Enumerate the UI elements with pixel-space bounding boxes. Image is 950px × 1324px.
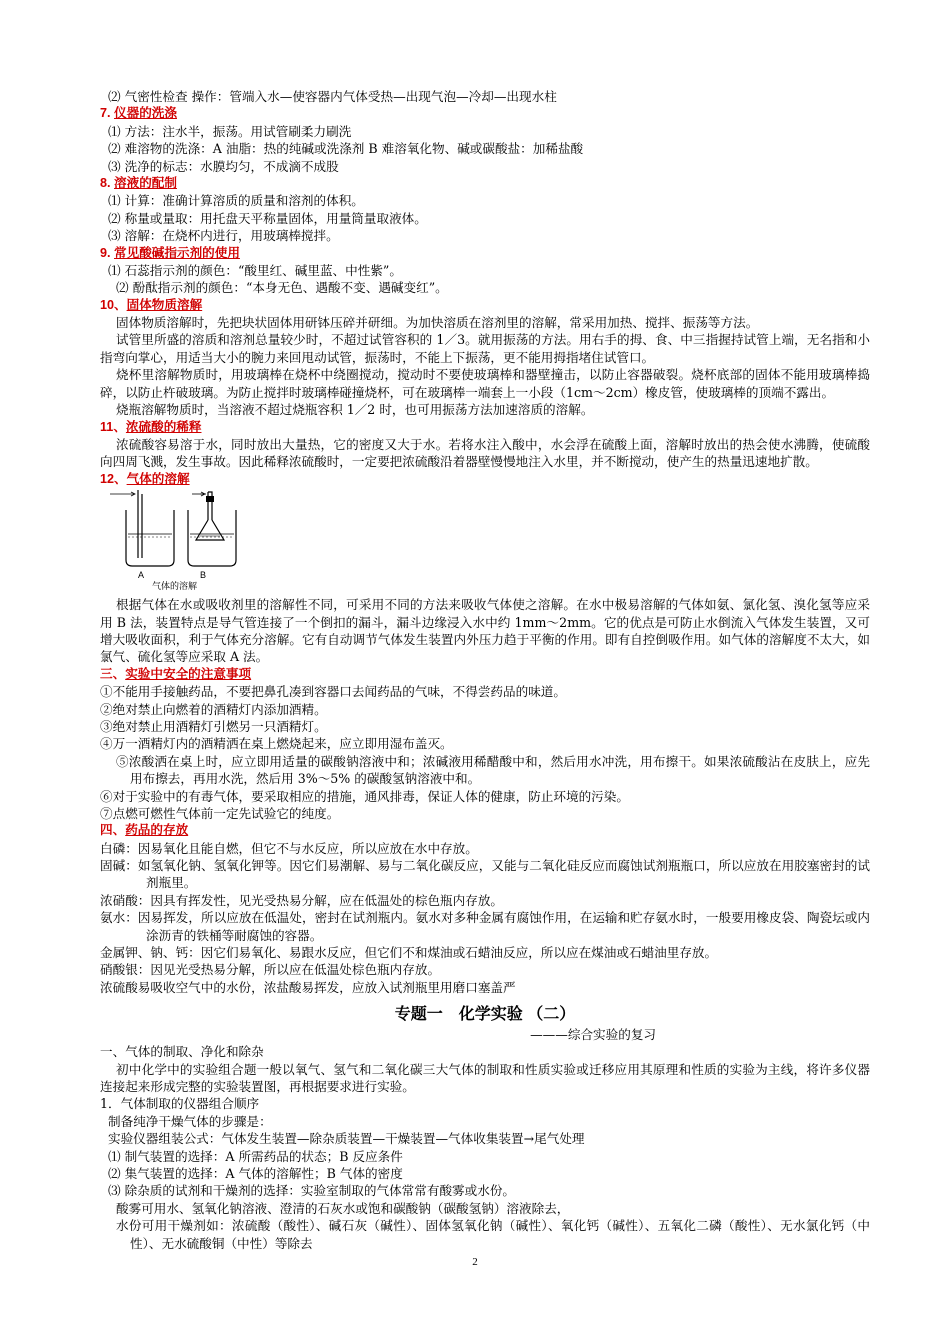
list-item: ⑶ 除杂质的试剂和干燥剂的选择：实验室制取的气体常常有酸雾或水份。 [108,1183,516,1199]
section-title: 浓硫酸的稀释 [125,419,202,434]
list-item: ②绝对禁止向燃着的酒精灯内添加酒精。 [100,701,327,717]
airtightness-check-line: ⑵ 气密性检查 操作：管端入水—使容器内气体受热—出现气泡—冷却—出现水柱 [108,89,557,104]
section-title: 常见酸碱指示剂的使用 [114,245,240,260]
topic-subtitle: ———综合实验的复习 [530,1027,656,1043]
topic-title: 专题一 化学实验 （二） [394,1006,576,1024]
text-line: 酸雾可用水、氢氧化钠溶液、澄清的石灰水或饱和碳酸钠（碳酸氢钠）溶液除去， [116,1200,570,1216]
section-number: 四、 [100,823,126,838]
figure-label-a: A [138,570,145,581]
list-item: ⑶ 溶解：在烧杯内进行，用玻璃棒搅拌。 [108,228,339,244]
beaker-a [110,490,174,566]
list-item: ⑤浓酸洒在桌上时，应立即用适量的碳酸钠溶液中和；浓碱液用稀醋酸中和，然后用水冲洗，用布擦干。如果浓硫酸沾在皮肤上，应先用布擦去，再用水洗，然后用 3%～5% 的碳酸氢钠溶液中和。 [116,753,870,787]
list-item: 硝酸银：因见光受热易分解，所以应在低温处棕色瓶内存放。 [100,962,441,978]
section-number: 12、 [100,471,127,486]
section-7-heading [100,105,870,122]
list-item: ⑵ 难溶物的洗涤：A 油脂：热的纯碱或洗涤剂 B 难溶氧化物、碱或碳酸盐：加稀盐酸 [108,141,584,157]
figure-caption: 气体的溶解 [152,581,198,592]
list-item: ④万一酒精灯内的酒精洒在桌上燃烧起来，应立即用湿布盖灭。 [100,736,453,752]
text-line: 水份可用干燥剂如：浓硫酸（酸性）、碱石灰（碱性）、固体氢氧化钠（碱性）、氧化钙（碱性）、五氧化二磷（酸性）、无水氯化钙（中性）、无水硫酸铜（中性）等除去 [116,1218,870,1251]
paragraph: 浓硫酸容易溶于水，同时放出大量热，它的密度又大于水。若将水注入酸中，水会浮在硫酸上面，溶解时放出的热会使水沸腾，使硫酸向四周飞溅，发生事故。因此稀释浓硫酸时，一定要把浓硫酸沿着器壁慢慢地注入水里，并不断搅动，使产生的热量迅速地扩散。 [100,436,870,470]
beaker-b [188,492,236,566]
section-title: 气体的溶解 [126,471,190,486]
part-heading: 一、气体的制取、净化和除杂 [100,1044,264,1060]
paragraph: 烧瓶溶解物质时，当溶液不超过烧瓶容积 1／2 时，也可用振荡方法加速溶质的溶解。 [116,402,594,418]
list-item: 浓硝酸：因具有挥发性，见光受热易分解，应在低温处的棕色瓶内存放。 [100,892,503,908]
section-title: 实验中安全的注意事项 [125,666,252,681]
text-line: 实验仪器组装公式：气体发生装置—除杂质装置—干燥装置—气体收集装置→尾气处理 [108,1131,585,1147]
list-item: 浓硫酸易吸收空气中的水份，浓盐酸易挥发，应放入试剂瓶里用磨口塞盖严 [100,979,516,995]
section-title: 仪器的洗涤 [114,106,177,121]
paragraph: 初中化学中的实验组合题一般以氧气、氢气和二氧化碳三大气体的制取和性质实验或迁移应用其原理和性质的实验为主线，将许多仪器连接起来形成完整的实验装置图，再根据要求进行实验。 [100,1061,870,1095]
list-item: 金属钾、钠、钙：因它们易氧化、易跟水反应，但它们不和煤油或石蜡油反应，所以应在煤油或石蜡油里存放。 [100,945,718,961]
paragraph: 试管里所盛的溶质和溶剂总量较少时，不超过试管容积的 1／3。就用振荡的方法。用右手的拇、食、中三指握持试管上端，无名指和小指弯向掌心，用适当大小的腕力来回甩动试管，振荡时，不能上下振荡，更不能用拇指堵住试管口。 [100,332,870,365]
list-item: ⑦点燃可燃性气体前一定先试验它的纯度。 [100,805,340,821]
section-12-heading [100,471,870,488]
section-11-heading [100,419,870,436]
section-title: 药品的存放 [125,823,189,838]
gas-dissolution-diagram [108,488,248,596]
list-item: ⑴ 制气装置的选择：A 所需药品的状态；B 反应条件 [108,1148,403,1164]
section-title: 固体物质溶解 [126,297,203,312]
list-item: ①不能用手接触药品，不要把鼻孔凑到容器口去闻药品的气味，不得尝药品的味道。 [100,684,566,700]
paragraph: 固体物质溶解时，先把块状固体用研钵压碎并研细。为加快溶质在溶剂里的溶解，常采用加热、搅拌、振荡等方法。 [116,315,759,331]
sub-heading: 1．气体制取的仪器组合顺序 [100,1096,260,1112]
list-item: ⑵ 称量或量取：用托盘天平称量固体，用量筒量取液体。 [108,210,427,226]
list-item: ⑥对于实验中的有毒气体，要采取相应的措施，通风排毒，保证人体的健康，防止环境的污染。 [100,788,629,804]
section-number: 11、 [100,419,126,434]
section-number: 9. [100,245,111,260]
section-number: 7. [100,106,111,121]
paragraph: 根据气体在水或吸收剂里的溶解性不同，可采用不同的方法来吸收气体使之溶解。在水中极易溶解的气体如氨、氯化氢、溴化氢等应采用 B 法，装置特点是导气管连接了一个倒扣的漏斗，漏斗边缘浸入水中约 1mm～2mm。它的优点是可防止水倒流入气体发生装置，又可增大吸收面积，利于气体充分溶解。它有自动调节气体发生装置内外压力趋于平衡的作用。即有自控倒吸作用。如气体的溶解度不太大，如氯气、硫化氢等应采取 A 法。 [100,597,870,665]
list-item: ⑵ 酚酞指示剂的颜色：“本身无色、遇酸不变、遇碱变红”。 [116,280,448,296]
list-item: ⑶ 洗净的标志：水膜均匀，不成滴不成股 [108,158,339,174]
list-item: ⑴ 方法：注水半，振荡。用试管刷柔力刷洗 [108,123,352,139]
section-title: 溶液的配制 [114,175,177,190]
section-number: 三、 [100,666,126,681]
list-item: ⑴ 石蕊指示剂的颜色：“酸里红、碱里蓝、中性紫”。 [108,262,402,278]
list-item: 白磷：因易氧化且能自燃，但它不与水反应，所以应放在水中存放。 [100,840,478,856]
section-4-heading [100,822,870,839]
text-line: 制备纯净干燥气体的步骤是： [108,1113,272,1129]
list-item: 氨水：因易挥发，所以应放在低温处，密封在试剂瓶内。氨水对多种金属有腐蚀作用，在运输和贮存氨水时，一般要用橡皮袋、陶瓷坛或内涂沥青的铁桶等耐腐蚀的容器。 [100,910,870,943]
figure-label-b: B [200,570,207,581]
page-number: 2 [472,1256,478,1268]
list-item: ③绝对禁止用酒精灯引燃另一只酒精灯。 [100,718,327,734]
section-8-heading [100,175,870,192]
paragraph: 烧杯里溶解物质时，用玻璃棒在烧杯中绕圈搅动，搅动时不要使玻璃棒和器壁撞击，以防止容器破裂。烧杯底部的固体不能用玻璃棒捣碎，以防止杵破玻璃。为防止搅拌时玻璃棒碰撞烧杯，可在玻璃棒一端套上一小段（1cm～2cm）橡皮管，使玻璃棒的顶端不露出。 [100,367,870,400]
section-number: 8. [100,175,111,190]
list-item: 固碱：如氢氧化钠、氢氧化钾等。因它们易潮解、易与二氧化碳反应，又能与二氧化硅反应而腐蚀试剂瓶瓶口，所以应放在用胶塞密封的试剂瓶里。 [100,858,870,891]
section-9-heading [100,245,870,262]
list-item: ⑴ 计算：准确计算溶质的质量和溶剂的体积。 [108,193,364,209]
gas-dissolution-figure [100,488,870,596]
page-content [100,88,870,1252]
section-3-heading [100,666,870,683]
section-number: 10、 [100,297,127,312]
list-item: ⑵ 集气装置的选择：A 气体的溶解性；B 气体的密度 [108,1166,403,1182]
section-10-heading [100,297,870,314]
